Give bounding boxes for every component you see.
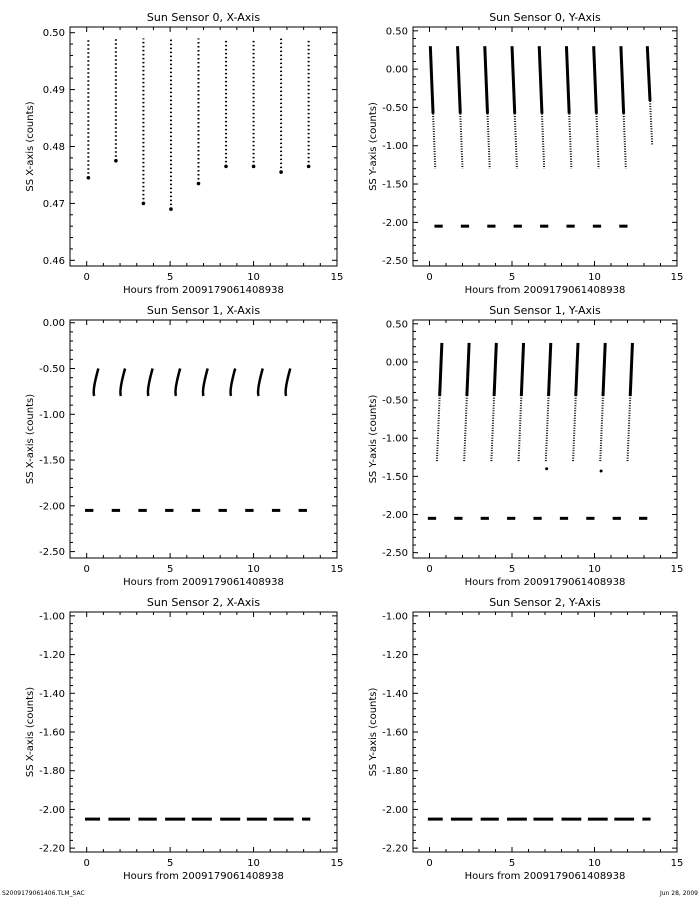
chart-0-ytick-label: 0.50: [42, 28, 65, 40]
chart-3-data-segment: [521, 343, 523, 396]
chart-4-ytick-label: -2.00: [39, 804, 65, 816]
chart-5-xlabel: Hours from 2009179061408938: [464, 871, 626, 882]
chart-1-data-segment: [566, 46, 569, 113]
chart-0-data-track-min: [197, 182, 201, 186]
chart-3-data-segment-tail: [519, 396, 522, 461]
chart-5-ytick-label: -1.20: [382, 650, 408, 662]
chart-0-data-track-min: [169, 207, 173, 211]
chart-3-ytick-label: -1.00: [382, 433, 408, 445]
chart-1-data-segment-tail: [650, 101, 652, 146]
chart-3-data-point: [545, 467, 548, 470]
chart-3-data-segment-tail: [437, 396, 440, 461]
chart-3-data-segment: [549, 343, 551, 396]
chart-2-data-curve: [94, 369, 99, 396]
chart-0-ylabel: SS X-axis (counts): [25, 101, 36, 192]
chart-2-ytick-label: -1.00: [39, 409, 65, 421]
chart-1-data-segment-tail: [433, 114, 435, 169]
chart-5-ytick-label: -1.40: [382, 688, 408, 700]
chart-2-plot-frame: [70, 320, 337, 558]
chart-2-xtick-label: 10: [247, 564, 260, 575]
chart-5-ytick-label: -1.80: [382, 766, 408, 778]
chart-4-plot-frame: [70, 612, 337, 852]
chart-1-title: Sun Sensor 0, Y-Axis: [489, 11, 601, 24]
chart-4-ytick-label: -1.00: [39, 611, 65, 623]
chart-2-xtick-label: 5: [166, 564, 174, 575]
chart-3-data-segment-tail: [464, 396, 467, 461]
chart-0-xtick-label: 0: [83, 272, 90, 283]
chart-0-data-track-min: [279, 170, 283, 174]
chart-4-xtick-label: 10: [247, 858, 260, 869]
chart-2-data-curve: [231, 369, 236, 396]
chart-1-ytick-label: -1.50: [382, 179, 408, 191]
chart-5-xtick-label: 15: [670, 858, 684, 869]
chart-1-xtick-label: 10: [588, 272, 601, 283]
chart-5-xtick-label: 5: [508, 858, 516, 869]
chart-5-ylabel: SS Y-axis (counts): [368, 687, 379, 777]
chart-3-data-segment-tail: [546, 396, 549, 461]
chart-5-xtick-label: 10: [588, 858, 601, 869]
chart-3-data-segment: [630, 343, 632, 396]
chart-2-xtick-label: 15: [330, 564, 344, 575]
chart-1-data-segment-tail: [542, 114, 544, 169]
chart-1-xtick-label: 0: [426, 272, 433, 283]
chart-3-data-segment-tail: [573, 396, 576, 461]
chart-4-ytick-label: -1.80: [39, 766, 65, 778]
chart-0-data-track-min: [114, 159, 118, 163]
chart-0-xtick-label: 5: [166, 272, 174, 283]
chart-1-plot-frame: [413, 27, 677, 266]
chart-3-ytick-label: -2.00: [382, 510, 408, 522]
chart-3-ylabel: SS Y-axis (counts): [368, 394, 379, 484]
chart-4-xtick-label: 15: [330, 858, 344, 869]
chart-1-data-segment-tail: [460, 114, 462, 169]
chart-3-data-segment: [440, 343, 442, 396]
chart-1-ytick-label: -2.00: [382, 217, 408, 229]
chart-3-xtick-label: 15: [670, 564, 684, 575]
chart-0-ytick-label: 0.48: [42, 142, 65, 153]
chart-2-title: Sun Sensor 1, X-Axis: [146, 304, 261, 317]
chart-1-ytick-label: -1.00: [382, 141, 408, 153]
chart-2-ytick-label: -2.00: [39, 501, 65, 513]
chart-1-xtick-label: 15: [670, 272, 684, 283]
chart-3-data-segment-tail: [628, 396, 631, 461]
chart-0-data-track-min: [87, 176, 91, 180]
chart-0-data-track-min: [307, 165, 311, 169]
chart-5-ytick-label: -1.60: [382, 727, 408, 739]
chart-2-xtick-label: 0: [83, 564, 90, 575]
chart-4-ytick-label: -2.20: [39, 843, 65, 855]
chart-5-ytick-label: -1.00: [382, 611, 408, 623]
chart-1-xlabel: Hours from 2009179061408938: [464, 285, 626, 296]
chart-0-ytick-label: 0.49: [42, 85, 65, 97]
chart-3-data-segment: [494, 343, 496, 396]
chart-1-ytick-label: -0.50: [382, 102, 408, 114]
chart-3-ytick-label: -0.50: [382, 395, 408, 407]
chart-2-data-curve: [148, 369, 153, 396]
chart-0-data-track-min: [252, 165, 256, 169]
chart-4-ytick-label: -1.60: [39, 727, 65, 739]
chart-0-xlabel: Hours from 2009179061408938: [123, 285, 284, 296]
chart-3-data-segment-tail: [491, 396, 494, 461]
chart-5-plot-frame: [413, 612, 677, 852]
chart-0-xtick-label: 10: [247, 272, 260, 283]
chart-2-ytick-label: -1.50: [39, 455, 65, 467]
chart-0-title: Sun Sensor 0, X-Axis: [146, 11, 261, 24]
chart-2-data-curve: [203, 369, 208, 396]
chart-3-data-point: [600, 470, 603, 473]
chart-0-ytick-label: 0.47: [42, 198, 65, 210]
chart-4-xtick-label: 5: [166, 858, 174, 869]
chart-3-ytick-label: -2.50: [382, 548, 408, 560]
chart-1-data-segment: [539, 46, 542, 113]
chart-2-data-curve: [258, 369, 263, 396]
chart-3-ytick-label: -1.50: [382, 471, 408, 483]
chart-0-plot-frame: [70, 27, 337, 266]
chart-5-ytick-label: -2.00: [382, 804, 408, 816]
chart-1-data-segment: [621, 46, 624, 113]
chart-2-data-curve: [175, 369, 180, 396]
chart-0-xtick-label: 15: [330, 272, 344, 283]
chart-1-ytick-label: -2.50: [382, 256, 408, 268]
chart-4-xtick-label: 0: [83, 858, 90, 869]
chart-3-xtick-label: 10: [588, 564, 601, 575]
chart-1-data-segment-tail: [569, 114, 571, 169]
chart-3-ytick-label: 0.50: [385, 319, 408, 331]
chart-0-data-track-min: [224, 165, 228, 169]
chart-1-ytick-label: 0.50: [385, 26, 408, 38]
chart-2-ytick-label: 0.00: [42, 318, 65, 330]
chart-3-xtick-label: 5: [508, 564, 516, 575]
chart-5-ytick-label: -2.20: [382, 843, 408, 855]
chart-1-data-segment-tail: [487, 114, 489, 169]
chart-0-ytick-label: 0.46: [42, 255, 65, 267]
chart-4-xlabel: Hours from 2009179061408938: [123, 871, 284, 882]
chart-0-data-track-min: [142, 202, 146, 206]
chart-2-data-curve: [286, 369, 291, 396]
chart-2-ylabel: SS X-axis (counts): [25, 393, 36, 485]
chart-1-xtick-label: 5: [508, 272, 516, 283]
chart-4-ylabel: SS X-axis (counts): [25, 686, 36, 778]
chart-3-plot-frame: [413, 320, 677, 558]
chart-2-xlabel: Hours from 2009179061408938: [123, 577, 284, 588]
chart-3-title: Sun Sensor 1, Y-Axis: [489, 304, 601, 317]
chart-1-data-segment-tail: [596, 114, 598, 169]
chart-1-data-segment: [485, 46, 488, 113]
chart-1-data-segment: [594, 46, 597, 113]
footer-date: Jun 28, 2009: [659, 890, 698, 897]
chart-4-ytick-label: -1.20: [39, 650, 65, 662]
chart-1-ytick-label: 0.00: [385, 64, 408, 76]
chart-3-data-segment: [467, 343, 469, 396]
chart-1-data-segment-tail: [515, 114, 517, 169]
chart-2-data-curve: [120, 369, 125, 396]
chart-3-data-segment-tail: [600, 396, 603, 461]
chart-1-data-segment: [430, 46, 433, 113]
chart-1-data-segment: [647, 46, 650, 101]
chart-2-ytick-label: -0.50: [39, 364, 65, 376]
chart-3-xlabel: Hours from 2009179061408938: [464, 577, 626, 588]
chart-4-ytick-label: -1.40: [39, 688, 65, 700]
chart-3-ytick-label: 0.00: [385, 357, 408, 369]
footer-filename: S2009179061406.TLM_SAC: [2, 890, 85, 897]
chart-1-data-segment: [458, 46, 461, 113]
chart-1-data-segment-tail: [624, 114, 626, 169]
chart-1-ylabel: SS Y-axis (counts): [368, 102, 379, 191]
chart-1-data-segment: [512, 46, 515, 113]
chart-5-xtick-label: 0: [426, 858, 433, 869]
chart-3-data-segment: [603, 343, 605, 396]
chart-2-ytick-label: -2.50: [39, 547, 65, 559]
chart-3-xtick-label: 0: [426, 564, 433, 575]
chart-4-title: Sun Sensor 2, X-Axis: [146, 596, 261, 609]
chart-3-data-segment: [576, 343, 578, 396]
chart-5-title: Sun Sensor 2, Y-Axis: [489, 596, 601, 609]
